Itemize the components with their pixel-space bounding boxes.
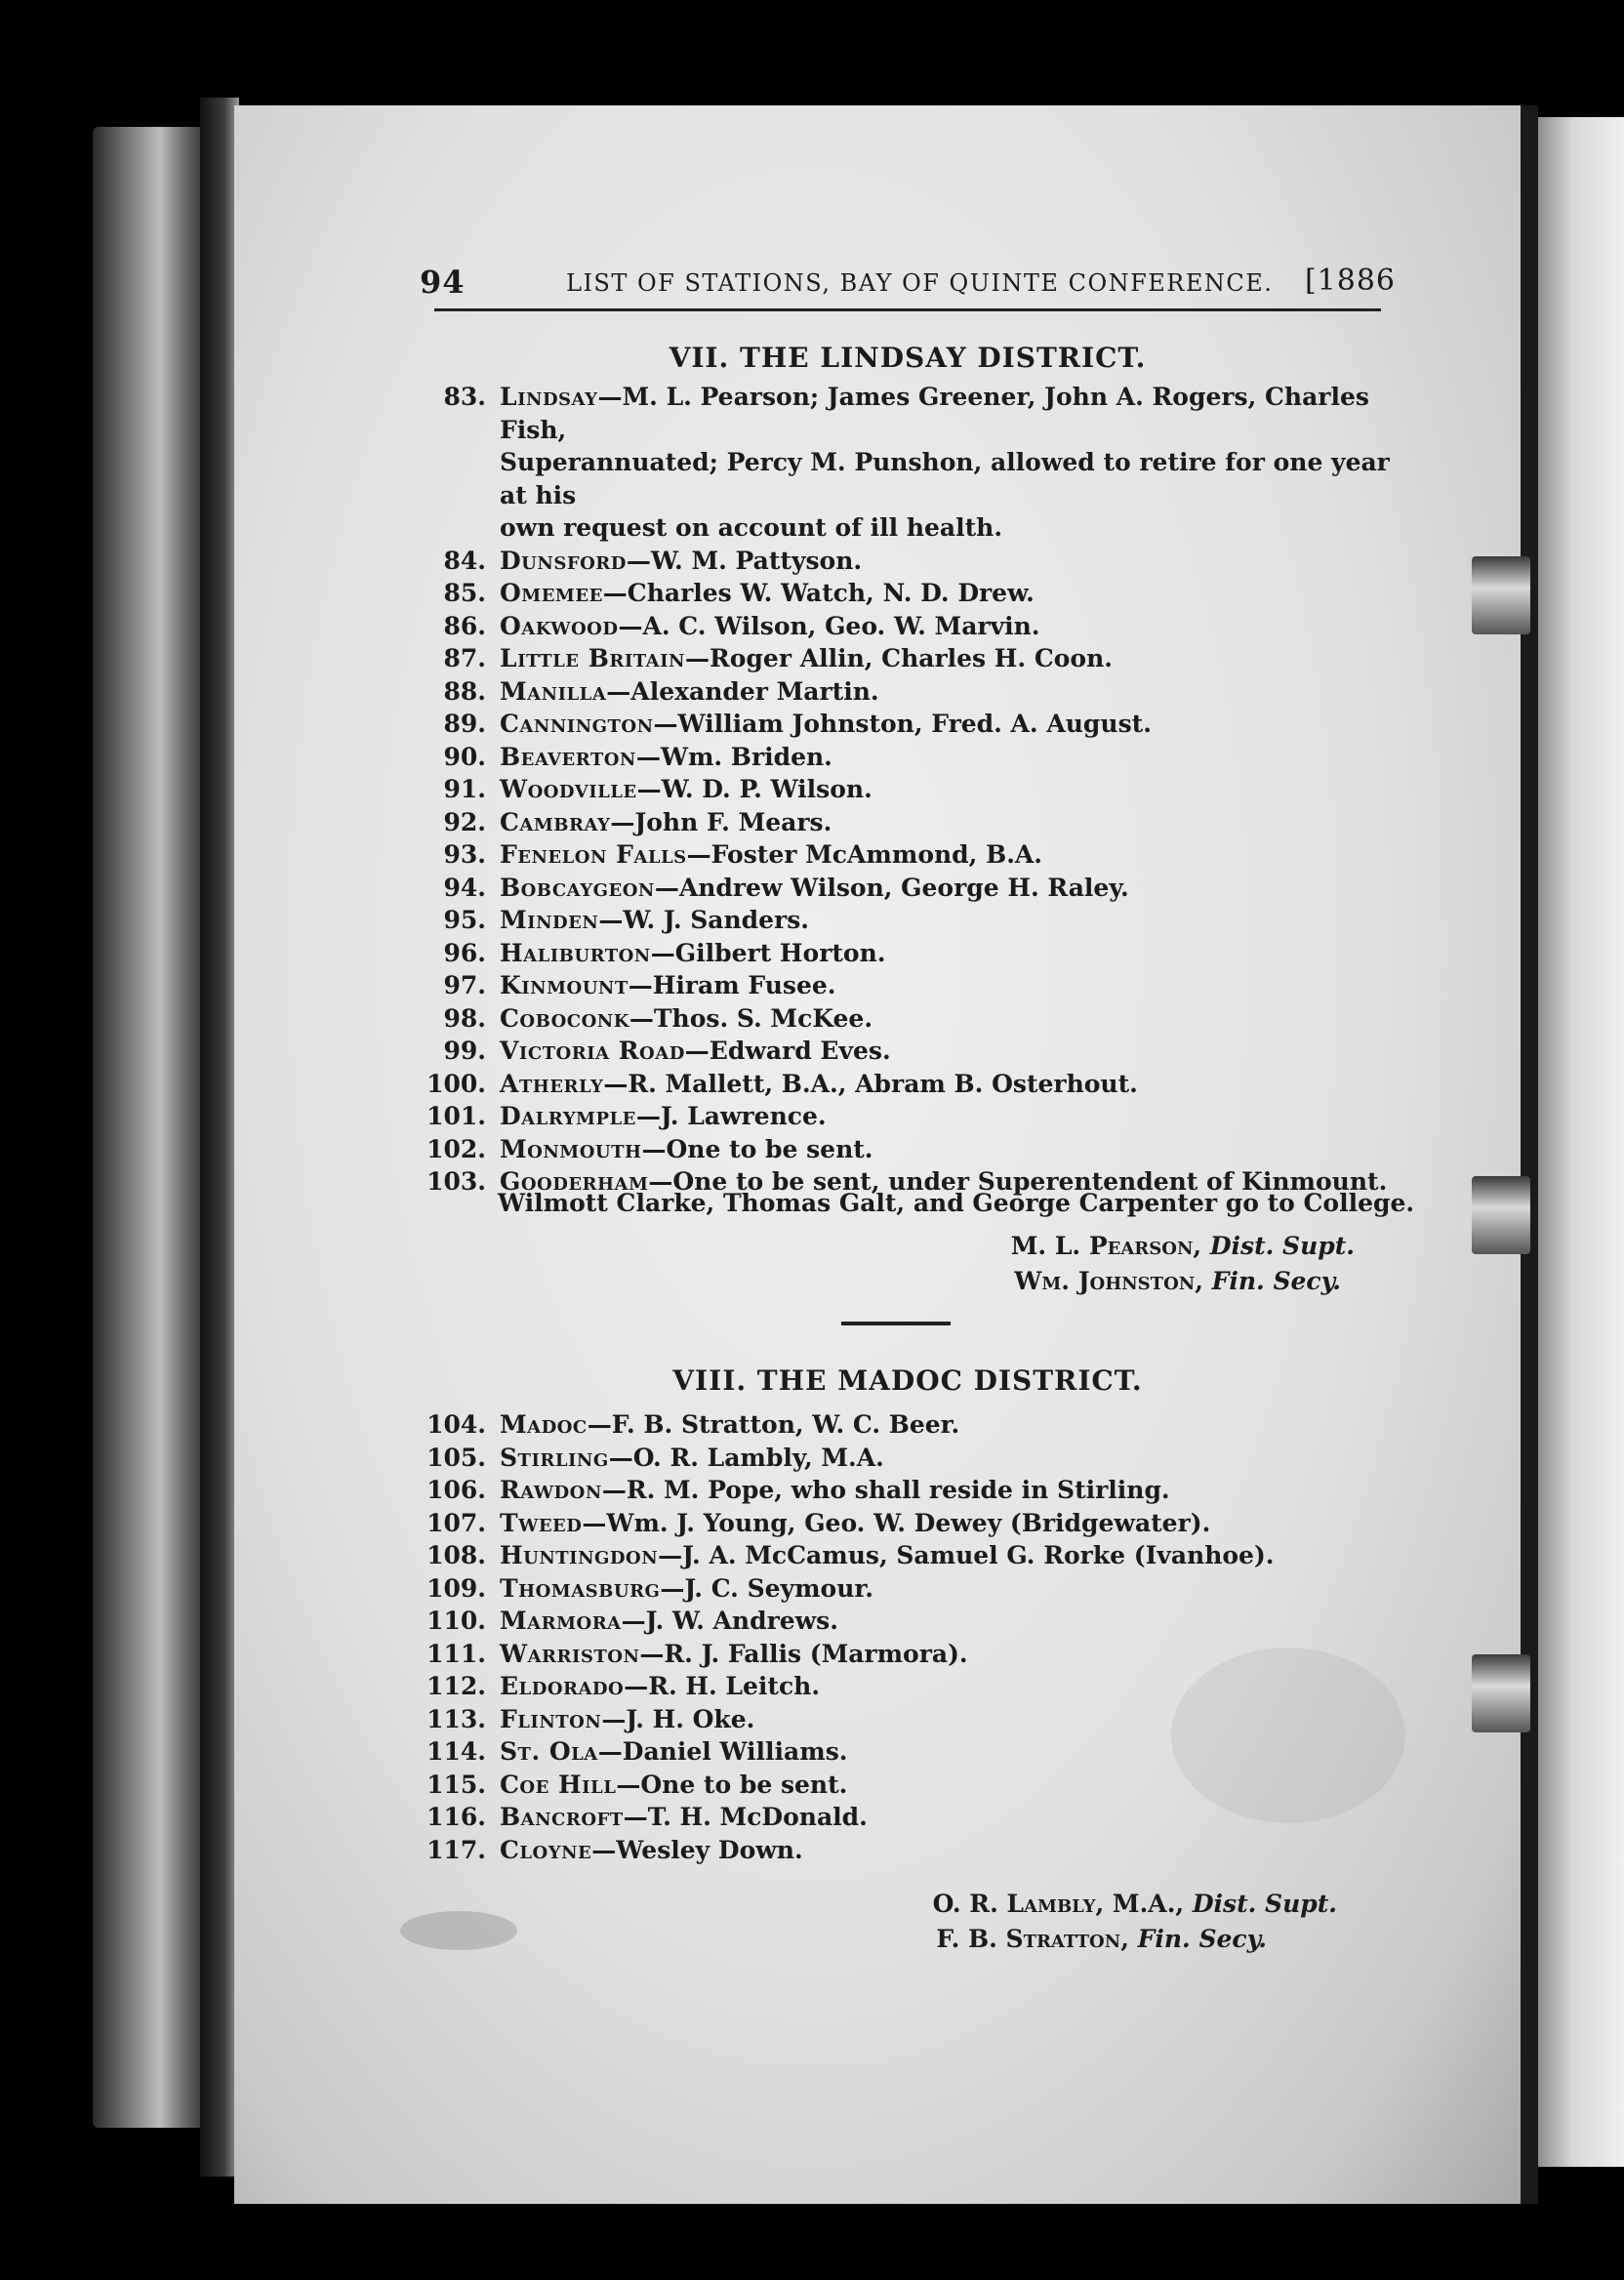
station-number: 87. [443, 644, 486, 672]
station-entry [410, 381, 1396, 545]
page-stain [400, 1911, 517, 1950]
station-entry [410, 806, 1396, 839]
station-name: Warriston [500, 1639, 640, 1668]
station-name: Woodville [500, 775, 637, 803]
station-entry [410, 969, 1396, 1002]
station-name: Haliburton [500, 938, 651, 967]
station-ministers: —One to be sent. [616, 1770, 848, 1799]
station-continuation: Superannuated; Percy M. Punshon, allowed to retire for one year at his [500, 448, 1390, 509]
station-number: 117. [426, 1835, 486, 1864]
signature-line [1011, 1232, 1355, 1260]
station-ministers: —Hiram Fusee. [628, 971, 836, 999]
year-marker: [1886 [1304, 264, 1396, 298]
station-entry [410, 1670, 1396, 1703]
station-ministers: —J. H. Oke. [601, 1704, 755, 1733]
station-name: Victoria Road [500, 1037, 685, 1065]
station-ministers: —R. M. Pope, who shall reside in Stirling. [601, 1476, 1170, 1504]
station-number: 96. [443, 938, 486, 967]
district-title: VII. THE LINDSAY DISTRICT. [669, 342, 1147, 374]
station-entry [410, 1769, 1396, 1802]
book-spine-shadow [200, 98, 239, 2177]
station-ministers: —O. R. Lambly, M.A. [608, 1443, 884, 1472]
station-name: Beaverton [500, 742, 636, 771]
station-name: Flinton [500, 1704, 602, 1733]
signature-line [933, 1890, 1337, 1918]
station-number: 100. [426, 1069, 486, 1098]
station-ministers: —J. W. Andrews. [621, 1607, 838, 1635]
station-ministers: —Wm. J. Young, Geo. W. Dewey (Bridgewater). [582, 1508, 1211, 1537]
station-number: 91. [443, 775, 486, 803]
signatory-title: Fin. Secy. [1211, 1267, 1341, 1295]
station-ministers: —Charles W. Watch, N. D. Drew. [602, 579, 1035, 607]
station-entry [410, 610, 1396, 643]
station-ministers: —One to be sent, under Superentendent of Kinmount. [648, 1167, 1388, 1196]
station-entry [410, 904, 1396, 937]
station-entry [410, 708, 1396, 741]
station-entry [410, 1703, 1396, 1736]
station-ministers: —Wm. Briden. [635, 742, 832, 771]
station-number: 101. [426, 1102, 486, 1130]
station-name: Monmouth [500, 1134, 642, 1163]
station-number: 85. [443, 579, 486, 607]
station-name: Thomasburg [500, 1573, 661, 1603]
station-ministers: —One to be sent. [641, 1134, 873, 1163]
station-name: Kinmount [500, 971, 629, 999]
station-entry [410, 937, 1396, 970]
station-number: 94. [443, 873, 486, 902]
header-rule [434, 308, 1381, 311]
station-number: 105. [426, 1443, 486, 1472]
station-entry [410, 838, 1396, 872]
station-continuation: own request on account of ill health. [500, 513, 1003, 542]
station-entry [410, 1801, 1396, 1834]
station-entry [410, 577, 1396, 610]
station-number: 107. [426, 1508, 486, 1537]
station-number: 97. [443, 971, 486, 999]
signatory-name: Wm. Johnston, [1014, 1267, 1203, 1295]
station-name: Gooderham [500, 1167, 649, 1196]
station-ministers: —Gilbert Horton. [650, 938, 886, 967]
station-entry [410, 1605, 1396, 1638]
station-number: 102. [426, 1134, 486, 1163]
station-name: St. Ola [500, 1737, 598, 1766]
signature-line [936, 1925, 1267, 1953]
station-ministers: —Edward Eves. [684, 1037, 891, 1065]
station-ministers: —John F. Mears. [610, 807, 832, 836]
station-entry [410, 773, 1396, 806]
station-entry [410, 872, 1396, 905]
page-number: 94 [420, 264, 466, 301]
station-name: Huntingdon [500, 1541, 659, 1569]
station-number: 90. [443, 742, 486, 771]
station-ministers: —Andrew Wilson, George H. Raley. [654, 873, 1129, 902]
facing-page-edge [1538, 117, 1624, 2167]
signatory-title: Dist. Supt. [1192, 1890, 1337, 1918]
station-number: 116. [426, 1803, 486, 1831]
station-name: Bobcaygeon [500, 873, 655, 902]
book-cover-edge [93, 127, 215, 2128]
station-name: Coboconk [500, 1003, 629, 1033]
station-ministers: —Wesley Down. [591, 1835, 803, 1864]
binding-tab [1472, 1654, 1530, 1732]
station-name: Manilla [500, 676, 607, 706]
running-header [420, 264, 1396, 303]
station-ministers: —W. D. P. Wilson. [636, 775, 873, 803]
station-number: 110. [426, 1607, 486, 1635]
station-ministers: —A. C. Wilson, Geo. W. Marvin. [618, 611, 1040, 640]
station-ministers: —R. Mallett, B.A., Abram B. Osterhout. [603, 1069, 1138, 1098]
station-entry [410, 1002, 1396, 1036]
station-name: Little Britain [500, 644, 685, 672]
station-ministers: —Foster McAmmond, B.A. [686, 840, 1043, 869]
station-entry [410, 1100, 1396, 1133]
station-name: Fenelon Falls [500, 840, 687, 869]
station-ministers: —J. Lawrence. [635, 1102, 827, 1130]
station-number: 92. [443, 807, 486, 836]
station-entry [410, 675, 1396, 709]
station-name: Atherly [500, 1069, 604, 1098]
station-name: Lindsay [500, 383, 598, 411]
station-name: Oakwood [500, 611, 619, 640]
station-entry [410, 1539, 1396, 1572]
signatory-title: Fin. Secy. [1137, 1925, 1267, 1953]
station-ministers: —J. A. McCamus, Samuel G. Rorke (Ivanhoe). [658, 1541, 1275, 1569]
signatory-name: M. L. Pearson, [1010, 1232, 1202, 1260]
station-name: Dalrymple [500, 1102, 636, 1130]
station-entry [410, 642, 1396, 675]
signatory-title: Dist. Supt. [1209, 1232, 1355, 1260]
station-number: 106. [426, 1476, 486, 1504]
station-ministers: —R. H. Leitch. [624, 1672, 821, 1700]
station-name: Bancroft [500, 1803, 624, 1831]
station-entry [410, 1068, 1396, 1101]
station-number: 113. [426, 1704, 486, 1733]
station-number: 95. [443, 906, 486, 934]
station-name: Madoc [500, 1410, 588, 1439]
section-divider [841, 1322, 951, 1325]
station-name: Dunsford [500, 546, 627, 575]
station-entry [410, 1834, 1396, 1867]
station-number: 88. [443, 676, 486, 706]
station-number: 93. [443, 840, 486, 869]
station-ministers: —William Johnston, Fred. A. August. [653, 710, 1152, 738]
station-entry [410, 1735, 1396, 1769]
station-number: 83. [443, 383, 486, 411]
station-entry [410, 1035, 1396, 1068]
station-number: 112. [426, 1672, 486, 1700]
station-number: 114. [426, 1737, 486, 1766]
station-ministers: —T. H. McDonald. [623, 1803, 868, 1831]
station-ministers: —M. L. Pearson; James Greener, John A. Rogers, Charles Fish, [500, 383, 1369, 444]
station-entry [410, 1408, 1396, 1442]
station-entry [410, 1572, 1396, 1606]
station-name: Stirling [500, 1443, 609, 1472]
station-name: Cannington [500, 710, 654, 738]
station-ministers: —F. B. Stratton, W. C. Beer. [587, 1410, 960, 1439]
station-list [410, 1408, 1396, 1866]
station-ministers: —Thos. S. McKee. [629, 1003, 873, 1033]
station-ministers: —W. J. Sanders. [598, 906, 809, 934]
station-entry [410, 1133, 1396, 1166]
signatory-name: O. R. Lambly, M.A., [932, 1890, 1185, 1918]
station-name: Cambray [500, 807, 611, 836]
station-entry [410, 1638, 1396, 1671]
station-name: Minden [500, 906, 599, 934]
station-ministers: —Daniel Williams. [597, 1737, 848, 1766]
binding-tab [1472, 556, 1530, 634]
station-number: 103. [426, 1167, 486, 1196]
signature-line [1014, 1267, 1341, 1295]
station-number: 84. [443, 546, 486, 575]
signatory-name: F. B. Stratton, [936, 1925, 1129, 1953]
college-note: Wilmott Clarke, Thomas Galt, and George Carpenter go to College. [498, 1189, 1415, 1217]
station-entry [410, 1442, 1396, 1475]
station-number: 98. [443, 1003, 486, 1033]
binding-tab [1472, 1176, 1530, 1254]
station-list [410, 381, 1396, 1199]
station-name: Eldorado [500, 1672, 625, 1700]
station-entry [410, 545, 1396, 578]
station-name: Omemee [500, 579, 603, 607]
station-number: 115. [426, 1770, 486, 1799]
station-entry [410, 741, 1396, 774]
station-ministers: —J. C. Seymour. [660, 1573, 873, 1603]
station-number: 89. [443, 710, 486, 738]
station-number: 104. [426, 1410, 486, 1439]
district-title: VIII. THE MADOC DISTRICT. [672, 1364, 1143, 1397]
station-number: 109. [426, 1573, 486, 1603]
running-title: LIST OF STATIONS, BAY OF QUINTE CONFERENCE. [566, 269, 1274, 297]
station-name: Coe Hill [500, 1770, 617, 1799]
station-ministers: —Alexander Martin. [606, 676, 879, 706]
station-number: 111. [426, 1639, 486, 1668]
station-ministers: —R. J. Fallis (Marmora). [639, 1639, 968, 1668]
station-number: 108. [426, 1541, 486, 1569]
station-name: Marmora [500, 1607, 622, 1635]
station-ministers: —Roger Allin, Charles H. Coon. [684, 644, 1113, 672]
station-name: Tweed [500, 1508, 583, 1537]
station-name: Rawdon [500, 1476, 602, 1504]
station-ministers: —W. M. Pattyson. [626, 546, 863, 575]
station-number: 86. [443, 611, 486, 640]
station-number: 99. [443, 1037, 486, 1065]
station-entry [410, 1507, 1396, 1540]
station-name: Cloyne [500, 1835, 592, 1864]
station-entry [410, 1474, 1396, 1507]
